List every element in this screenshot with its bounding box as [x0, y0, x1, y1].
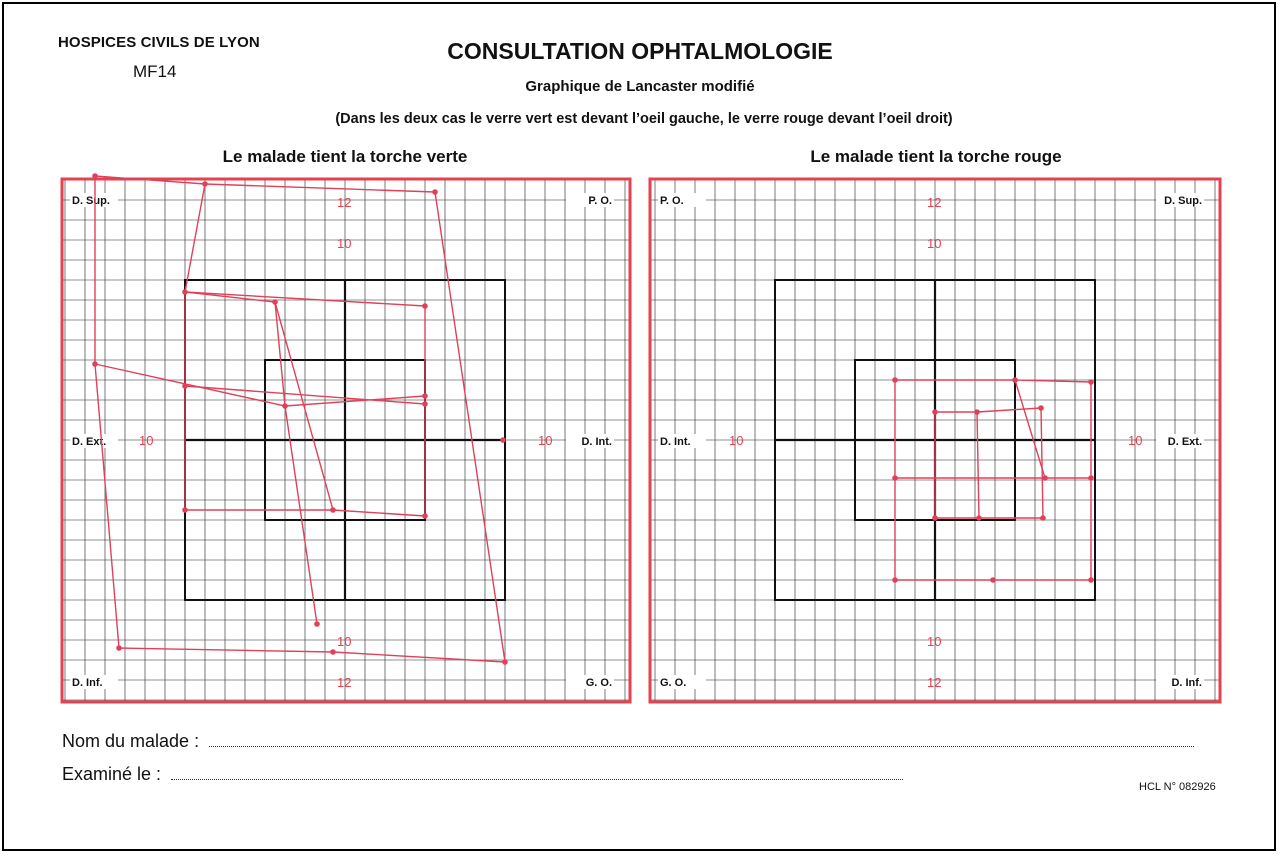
scale-label-right: 10 [538, 433, 553, 448]
corner-label-top-left: P. O. [660, 195, 684, 207]
trace-line [1015, 380, 1045, 478]
trace-point [330, 649, 336, 655]
trace-point [182, 289, 188, 295]
trace-point [92, 173, 98, 179]
instruction-note: (Dans les deux cas le verre vert est devant l’oeil gauche, le verre rouge devant l’oeil droit) [335, 111, 953, 127]
trace-line [977, 412, 979, 518]
scale-label-bottom: 12 [927, 675, 942, 690]
patient-name-field[interactable] [209, 732, 1194, 747]
trace-point [932, 515, 938, 521]
institution-name: HOSPICES CIVILS DE LYON [58, 34, 260, 51]
trace-point [1040, 515, 1046, 521]
trace-point [1038, 405, 1044, 411]
side-label-right: D. Ext. [1167, 436, 1202, 448]
side-label-left: D. Ext. [72, 436, 107, 448]
trace-line [185, 184, 275, 302]
trace-point [976, 515, 982, 521]
trace-point [500, 437, 506, 443]
trace-point [92, 361, 98, 367]
trace-point [990, 577, 996, 583]
trace-point [182, 507, 188, 513]
scale-label-top: 12 [337, 195, 352, 210]
chart-panel-green [62, 173, 630, 702]
corner-label-bottom-left: D. Inf. [72, 677, 103, 689]
trace-line [1041, 408, 1043, 518]
scale-label-left: 10 [729, 433, 744, 448]
trace-point [432, 189, 438, 195]
trace-point [502, 659, 508, 665]
patient-name-row [62, 731, 1194, 752]
chart-panel-red [650, 179, 1220, 702]
scale-label-top: 12 [927, 195, 942, 210]
exam-date-field[interactable] [171, 765, 903, 780]
scale-label-right: 10 [1128, 433, 1143, 448]
trace-point [892, 577, 898, 583]
page-title: CONSULTATION OPHTALMOLOGIE [447, 38, 833, 64]
scale-label-left: 10 [139, 433, 154, 448]
exam-date-label: Examiné le : [62, 764, 162, 784]
scale-label-bottom: 10 [337, 634, 352, 649]
chart-title-red: Le malade tient la torche rouge [810, 147, 1062, 166]
trace-point [1088, 577, 1094, 583]
corner-label-top-right: D. Sup. [1164, 195, 1202, 207]
trace-point [330, 507, 336, 513]
corner-label-top-right: P. O. [588, 195, 612, 207]
trace-point [892, 475, 898, 481]
scale-label-top: 10 [337, 236, 352, 251]
trace-point [1012, 377, 1018, 383]
scale-label-bottom: 10 [927, 634, 942, 649]
scale-label-bottom: 12 [337, 675, 352, 690]
trace-point [1042, 475, 1048, 481]
trace-line [435, 192, 505, 662]
trace-point [422, 393, 428, 399]
form-code: MF14 [133, 62, 177, 81]
trace-point [892, 377, 898, 383]
trace-line [275, 302, 317, 624]
trace-point [314, 621, 320, 627]
trace-point [422, 513, 428, 519]
traced-points [92, 173, 508, 665]
trace-point [282, 403, 288, 409]
chart-title-green: Le malade tient la torche verte [222, 147, 468, 166]
serial-number: HCL N° 082926 [1139, 781, 1216, 793]
patient-name-label: Nom du malade : [62, 731, 200, 751]
trace-point [422, 303, 428, 309]
trace-point [974, 409, 980, 415]
corner-label-bottom-left: G. O. [660, 677, 687, 689]
trace-point [272, 299, 278, 305]
side-label-right: D. Int. [581, 436, 612, 448]
page-subtitle: Graphique de Lancaster modifié [525, 78, 755, 95]
trace-point [932, 409, 938, 415]
trace-point [182, 383, 188, 389]
trace-point [202, 181, 208, 187]
trace-point [1088, 379, 1094, 385]
trace-point [116, 645, 122, 651]
trace-point [422, 401, 428, 407]
scale-label-top: 10 [927, 236, 942, 251]
side-label-left: D. Int. [660, 436, 691, 448]
corner-label-bottom-right: D. Inf. [1171, 677, 1202, 689]
corner-label-top-left: D. Sup. [72, 195, 110, 207]
corner-label-bottom-right: G. O. [585, 677, 612, 689]
trace-point [1088, 475, 1094, 481]
exam-date-row [62, 764, 903, 785]
